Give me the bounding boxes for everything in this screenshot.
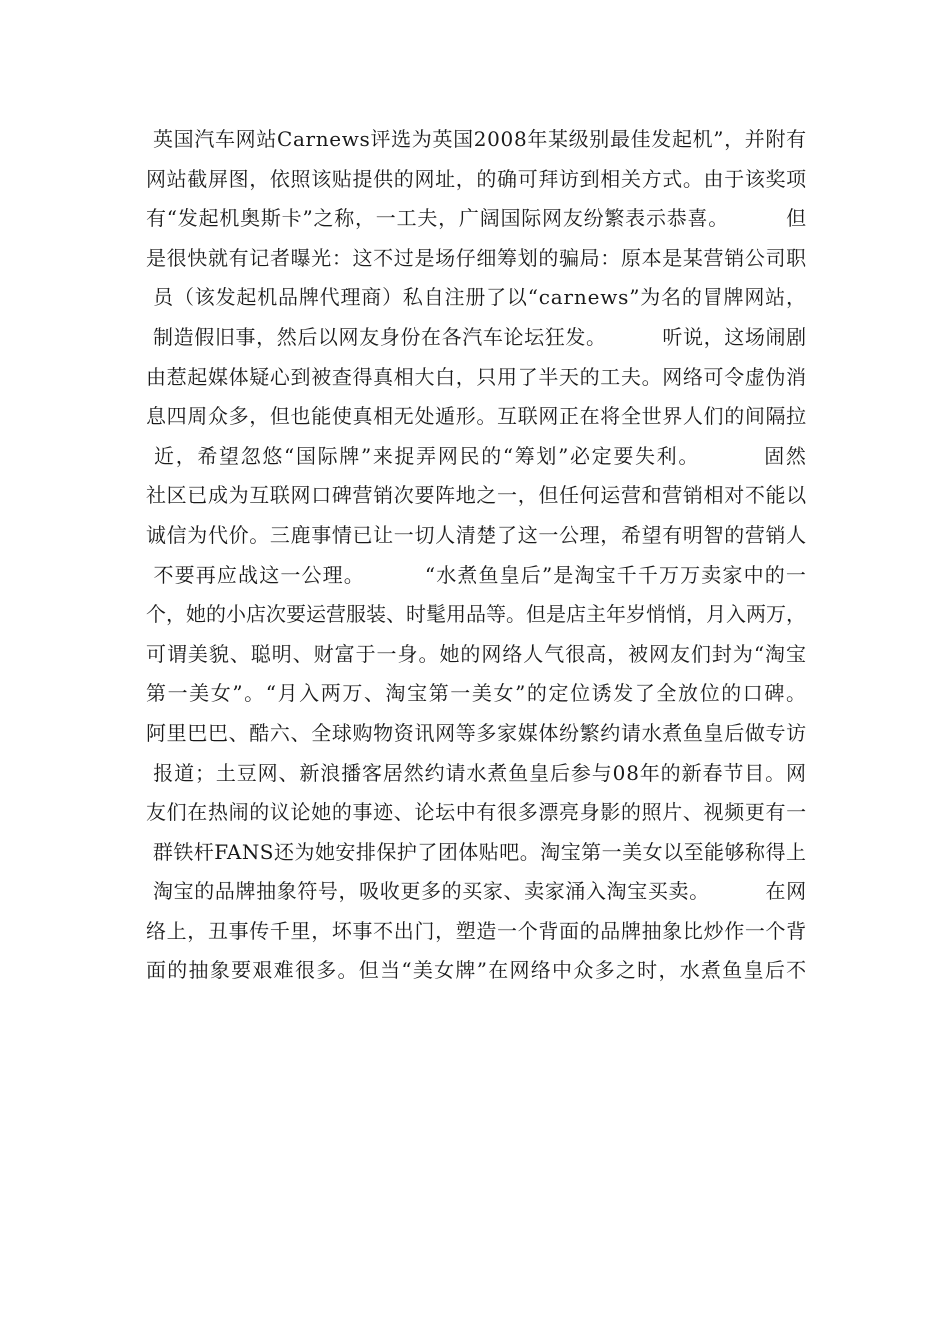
text-line: 网站截屏图，依照该贴提供的网址，的确可拜访到相关方式。由于该奖项 [146, 166, 807, 191]
body-text [146, 120, 806, 991]
text-line: 报道；土豆网、新浪播客居然约请水煮鱼皇后参与08年的新春节目。网 [146, 760, 807, 785]
text-line: 诚信为代价。三鹿事情已让一切人清楚了这一公理，希望有明智的营销人 [146, 522, 807, 547]
text-line: 由惹起媒体疑心到被查得真相大白，只用了半天的工夫。网络可令虚伪消 [146, 364, 807, 389]
text-line: 第一美女”。“月入两万、淘宝第一美女”的定位诱发了全放位的口碑。 [146, 681, 808, 706]
text-line: 不要再应战这一公理。 “水煮鱼皇后”是淘宝千千万万卖家中的一 [146, 562, 807, 587]
text-line: 是很快就有记者曝光：这不过是场仔细筹划的骗局：原本是某营销公司职 [146, 245, 807, 270]
text-line: 有“发起机奥斯卡”之称，一工夫，广阔国际网友纷繁表示恭喜。 但 [146, 206, 807, 231]
text-line: 息四周众多，但也能使真相无处遁形。互联网正在将全世界人们的间隔拉 [146, 404, 807, 429]
text-line: 淘宝的品牌抽象符号，吸收更多的买家、卖家涌入淘宝买卖。 在网 [146, 879, 807, 904]
text-line: 制造假旧事，然后以网友身份在各汽车论坛狂发。 听说，这场闹剧 [146, 324, 807, 349]
text-line: 友们在热闹的议论她的事迹、论坛中有很多漂亮身影的照片、视频更有一 [146, 800, 807, 825]
text-line: 近，希望忽悠“国际牌”来捉弄网民的“筹划”必定要失利。 固然 [146, 443, 808, 468]
text-line: 阿里巴巴、酷六、全球购物资讯网等多家媒体纷繁约请水煮鱼皇后做专访 [146, 720, 807, 745]
text-line: 可谓美貌、聪明、财富于一身。她的网络人气很高，被网友们封为“淘宝 [146, 641, 807, 666]
text-line: 面的抽象要艰难很多。但当“美女牌”在网络中众多之时，水煮鱼皇后不 [146, 958, 808, 983]
text-line: 群铁杆FANS还为她安排保护了团体贴吧。淘宝第一美女以至能够称得上 [146, 839, 807, 864]
text-line: 社区已成为互联网口碑营销次要阵地之一，但任何运营和营销相对不能以 [146, 483, 807, 508]
text-line: 英国汽车网站Carnews评选为英国2008年某级别最佳发起机”，并附有 [146, 127, 807, 151]
text-line: 络上，丑事传千里，坏事不出门，塑造一个背面的品牌抽象比炒作一个背 [146, 918, 807, 943]
text-line: 个，她的小店次要运营服装、时髦用品等。但是店主年岁悄悄，月入两万， [146, 602, 806, 627]
text-line: 员（该发起机品牌代理商）私自注册了以“carnews”为名的冒牌网站， [146, 285, 807, 310]
